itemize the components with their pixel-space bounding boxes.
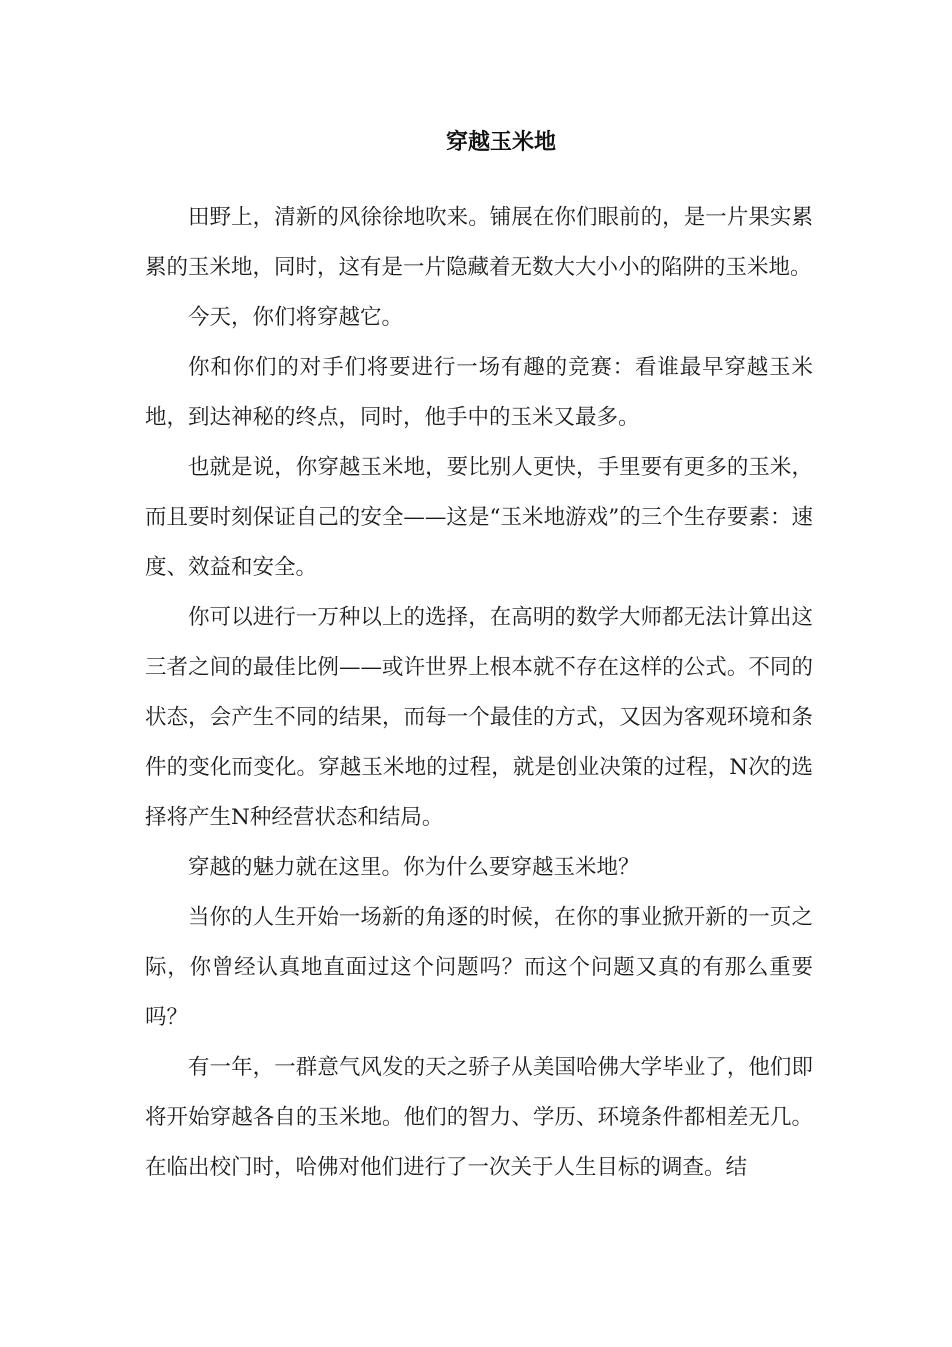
- paragraph: 当你的人生开始一场新的角逐的时候，在你的事业掀开新的一页之际，你曾经认真地直面过这个问题吗？而这个问题又真的有那么重要吗？: [145, 905, 813, 1030]
- paragraph: 你可以进行一万种以上的选择，在高明的数学大师都无法计算出这三者之间的最佳比例——或许世界上根本就不存在这样的公式。不同的状态，会产生不同的结果，而每一个最佳的方式，又因为客观环境和条件的变化而变化。穿越玉米地的过程，就是创业决策的过程，N次的选择将产生N种经营状态和结局。: [145, 605, 813, 830]
- paragraph: 田野上，清新的风徐徐地吹来。铺展在你们眼前的，是一片果实累累的玉米地，同时，这有是一片隐藏着无数大大小小的陷阱的玉米地。: [145, 205, 813, 280]
- paragraph: 你和你们的对手们将要进行一场有趣的竞赛：看谁最早穿越玉米地，到达神秘的终点，同时，他手中的玉米又最多。: [145, 355, 813, 430]
- paragraph: 穿越的魅力就在这里。你为什么要穿越玉米地？: [188, 855, 640, 880]
- document-body: [145, 193, 813, 1193]
- paragraph: 有一年，一群意气风发的天之骄子从美国哈佛大学毕业了，他们即将开始穿越各自的玉米地。他们的智力、学历、环境条件都相差无几。在临出校门时，哈佛对他们进行了一次关于人生目标的调查。结: [145, 1055, 813, 1180]
- paragraph: 也就是说，你穿越玉米地，要比别人更快，手里要有更多的玉米，而且要时刻保证自己的安全——这是“玉米地游戏”的三个生存要素：速度、效益和安全。: [145, 455, 813, 580]
- paragraph: 今天，你们将穿越它。: [188, 305, 404, 330]
- document-title: 穿越玉米地: [445, 129, 556, 155]
